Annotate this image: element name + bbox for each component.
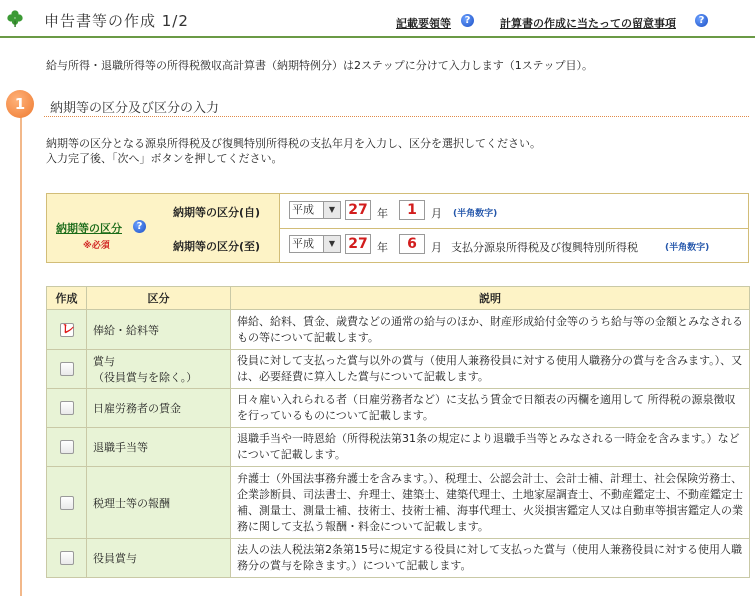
notes-link[interactable] (500, 15, 676, 31)
category-cell (87, 539, 231, 578)
period-suffix: 支払分源泉所得税及び復興特別所得税 (451, 241, 638, 254)
period-section (46, 193, 749, 263)
step-desc-line: 入力完了後、「次へ」ボタンを押してください。 (46, 152, 283, 165)
checkbox[interactable] (60, 551, 74, 565)
period-label-cell (47, 194, 166, 262)
description-cell: 退職手当や一時恩給（所得税法第31条の規定により退職手当等とみなされる一時金を含みます。）などについて記載します。 (231, 428, 750, 467)
help-icon[interactable]: ? (461, 14, 474, 27)
checkbox-cell[interactable] (47, 539, 87, 578)
clover-icon (6, 9, 24, 27)
category-cell (87, 310, 231, 350)
era-value: 平成 (292, 237, 314, 250)
description-cell: 日々雇い入れられる者（日雇労務者など）に支払う賃金で日額表の丙欄を適用して 所得税の源泉徴収を行っているものについて記載します。 (231, 389, 750, 428)
category-cell (87, 467, 231, 539)
era-value: 平成 (292, 203, 314, 216)
table-row (47, 539, 750, 578)
description-cell: 弁護士（外国法事務弁護士を含みます。）、税理士、公認会計士、会計士補、計理士、社会保険労務士、企業診断員、司法書士、弁理士、建築士、建築代理士、土地家屋調査士、不動産鑑定士、不動産鑑定士補、測量士、測量士補、技術士、技術士補、海事代理士、火災損害鑑定人又は自動車等損害鑑定人の業務に関して支払う報酬・料金について記載します。 (231, 467, 750, 539)
step-title: 納期等の区分及び区分の入力 (50, 101, 220, 116)
required-marker: ※必須 (83, 241, 110, 251)
description-cell: 俸給、給料、賃金、歳費などの通常の給与のほか、財産形成給付金等のうち給与等の金額とみなされるもの等について記載します。 (231, 310, 750, 350)
era-select-from[interactable] (289, 201, 341, 219)
year-unit: 年 (377, 207, 388, 220)
era-select-to[interactable] (289, 235, 341, 253)
period-label[interactable]: 納期等の区分 (56, 222, 122, 235)
category-label: 退職手当等 (93, 441, 148, 454)
checkbox[interactable] (60, 323, 74, 337)
column-header: 説明 (231, 287, 750, 310)
month-input-to[interactable]: 6 (399, 234, 425, 254)
category-label: 賞与 (93, 355, 115, 368)
period-from-row (165, 194, 748, 229)
category-label: 俸給・給料等 (93, 323, 159, 337)
month-unit: 月 (431, 207, 442, 220)
period-from-label-cell (165, 194, 280, 228)
checkbox-cell[interactable] (47, 350, 87, 389)
table-header-row (47, 287, 750, 310)
checkbox-cell[interactable] (47, 467, 87, 539)
category-cell (87, 428, 231, 467)
year-input-to[interactable]: 27 (345, 234, 371, 254)
checkbox[interactable] (60, 362, 74, 376)
table-row (47, 389, 750, 428)
checkbox[interactable] (60, 401, 74, 415)
period-from-label: 納期等の区分(自) (173, 206, 261, 219)
checkbox[interactable] (60, 440, 74, 454)
help-icon[interactable]: ? (133, 220, 146, 233)
notes-label[interactable]: 計算書の作成に当たっての留意事項 (500, 17, 676, 30)
period-to-label-cell (165, 228, 280, 262)
month-unit: 月 (431, 241, 442, 254)
table-row (47, 428, 750, 467)
period-to-label: 納期等の区分(至) (173, 240, 261, 253)
chevron-down-icon[interactable]: ▼ (323, 202, 340, 218)
year-unit: 年 (377, 241, 388, 254)
checkmark-icon: レ (61, 321, 75, 337)
step-description (46, 136, 541, 166)
description-cell: 役員に対して支払った賞与以外の賞与（使用人兼務役員に対する使用人職務分の賞与を含みます。）、又は、必要経費に算入した賞与について記載します。 (231, 350, 750, 389)
column-header: 作成 (47, 287, 87, 310)
checkbox-cell[interactable] (47, 389, 87, 428)
page-title: 申告書等の作成 1/2 (44, 12, 189, 30)
step-connector (20, 114, 22, 596)
year-input-from[interactable]: 27 (345, 200, 371, 220)
category-cell (87, 350, 231, 389)
step-desc-line: 納期等の区分となる源泉所得税及び復興特別所得税の支払年月を入力し、区分を選択してください。 (46, 137, 541, 150)
period-to-row (165, 228, 748, 262)
input-hint: (半角数字) (453, 209, 498, 219)
category-sublabel: （役員賞与を除く。） (93, 371, 198, 384)
step-number-badge: 1 (6, 90, 34, 118)
step-heading (44, 94, 749, 117)
intro-text: 給与所得・退職所得等の所得税徴収高計算書（納期特例分）は2ステップに分けて入力します（1ステップ目）。 (46, 59, 594, 72)
entry-guide-link[interactable] (396, 15, 451, 31)
category-label: 役員賞与 (93, 552, 137, 565)
category-label: 日雇労務者の賃金 (93, 402, 181, 415)
checkbox-cell[interactable] (47, 428, 87, 467)
category-label: 税理士等の報酬 (93, 496, 170, 510)
entry-guide-label[interactable]: 記載要領等 (396, 17, 451, 30)
category-table (46, 286, 750, 578)
table-row (47, 467, 750, 539)
checkbox[interactable] (60, 496, 74, 510)
input-hint: (半角数字) (665, 243, 710, 253)
table-row (47, 350, 750, 389)
category-cell (87, 389, 231, 428)
column-header: 区分 (87, 287, 231, 310)
help-icon[interactable]: ? (695, 14, 708, 27)
table-row (47, 310, 750, 350)
description-cell: 法人の法人税法第2条第15号に規定する役員に対して支払った賞与（使用人兼務役員に対する使用人職務分の賞与を除きます。）について記載します。 (231, 539, 750, 578)
checkbox-cell[interactable] (47, 310, 87, 350)
chevron-down-icon[interactable]: ▼ (323, 236, 340, 252)
page-header (0, 0, 755, 38)
month-input-from[interactable]: 1 (399, 200, 425, 220)
